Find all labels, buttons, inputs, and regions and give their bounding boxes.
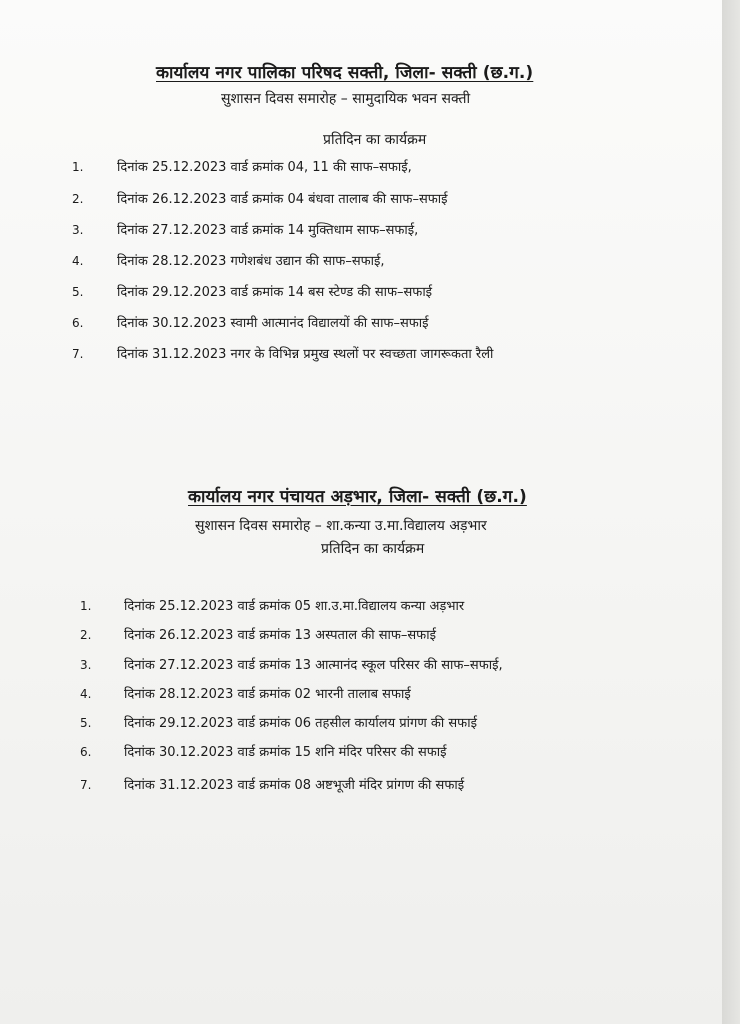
- item-text: दिनांक 27.12.2023 वार्ड क्रमांक 13 आत्मानंद स्कूल परिसर की साफ–सफाई,: [124, 658, 503, 673]
- item-number: 2.: [72, 192, 84, 206]
- item-number: 7.: [80, 778, 92, 792]
- item-text: दिनांक 29.12.2023 वार्ड क्रमांक 06 तहसील कार्यालय प्रांगण की सफाई: [124, 716, 477, 731]
- item-text: दिनांक 25.12.2023 वार्ड क्रमांक 05 शा.उ.मा.विद्यालय कन्या अड़भार: [124, 599, 465, 614]
- item-text: दिनांक 25.12.2023 वार्ड क्रमांक 04, 11 की साफ–सफाई,: [117, 160, 412, 175]
- item-text: दिनांक 27.12.2023 वार्ड क्रमांक 14 मुक्तिधाम साफ–सफाई,: [117, 223, 419, 238]
- list-item: [0, 282, 722, 304]
- item-text: दिनांक 26.12.2023 वार्ड क्रमांक 04 बंधवा तालाब की साफ–सफाई: [117, 192, 448, 207]
- page-edge-shadow: [722, 0, 740, 1024]
- list-item: [0, 775, 722, 797]
- item-text: दिनांक 31.12.2023 वार्ड क्रमांक 08 अष्टभूजी मंदिर प्रांगण की सफाई: [124, 778, 465, 793]
- item-number: 2.: [80, 628, 92, 642]
- list-item: [0, 742, 722, 764]
- item-text: दिनांक 29.12.2023 वार्ड क्रमांक 14 बस स्टेण्ड की साफ–सफाई: [117, 285, 433, 300]
- item-number: 4.: [72, 254, 84, 268]
- list-item: [0, 251, 722, 273]
- item-text: दिनांक 30.12.2023 वार्ड क्रमांक 15 शनि मंदिर परिसर की सफाई: [124, 745, 447, 760]
- section-title: कार्यालय नगर पालिका परिषद सक्ती, जिला- सक्ती (छ.ग.): [156, 63, 534, 83]
- item-number: 3.: [72, 223, 84, 237]
- section-title: कार्यालय नगर पंचायत अड़भार, जिला- सक्ती (छ.ग.): [188, 487, 527, 507]
- list-item: [0, 344, 722, 366]
- schedule-label: प्रतिदिन का कार्यक्रम: [321, 541, 425, 557]
- item-number: 6.: [72, 316, 84, 330]
- item-text: दिनांक 31.12.2023 नगर के विभिन्न प्रमुख स्थलों पर स्वच्छता जागरूकता रैली: [117, 347, 494, 362]
- item-number: 3.: [80, 658, 92, 672]
- list-item: [0, 220, 722, 242]
- item-number: 4.: [80, 687, 92, 701]
- item-number: 1.: [80, 599, 92, 613]
- list-item: [0, 684, 722, 706]
- list-item: [0, 713, 722, 735]
- list-item: [0, 596, 722, 618]
- section-subtitle: सुशासन दिवस समारोह – सामुदायिक भवन सक्ती: [221, 91, 471, 107]
- item-number: 1.: [72, 160, 84, 174]
- list-item: [0, 157, 722, 179]
- list-item: [0, 313, 722, 335]
- item-text: दिनांक 30.12.2023 स्वामी आत्मानंद विद्यालयों की साफ–सफाई: [117, 316, 429, 331]
- list-item: [0, 625, 722, 647]
- item-number: 6.: [80, 745, 92, 759]
- list-item: [0, 189, 722, 211]
- item-number: 5.: [72, 285, 84, 299]
- item-text: दिनांक 28.12.2023 वार्ड क्रमांक 02 भारनी तालाब सफाई: [124, 687, 411, 702]
- item-number: 5.: [80, 716, 92, 730]
- item-text: दिनांक 26.12.2023 वार्ड क्रमांक 13 अस्पताल की साफ–सफाई: [124, 628, 436, 643]
- list-item: [0, 655, 722, 677]
- section-subtitle: सुशासन दिवस समारोह – शा.कन्या उ.मा.विद्यालय अड़भार: [195, 518, 487, 534]
- schedule-label: प्रतिदिन का कार्यक्रम: [323, 132, 427, 148]
- item-text: दिनांक 28.12.2023 गणेशबंध उद्यान की साफ–सफाई,: [117, 254, 385, 269]
- item-number: 7.: [72, 347, 84, 361]
